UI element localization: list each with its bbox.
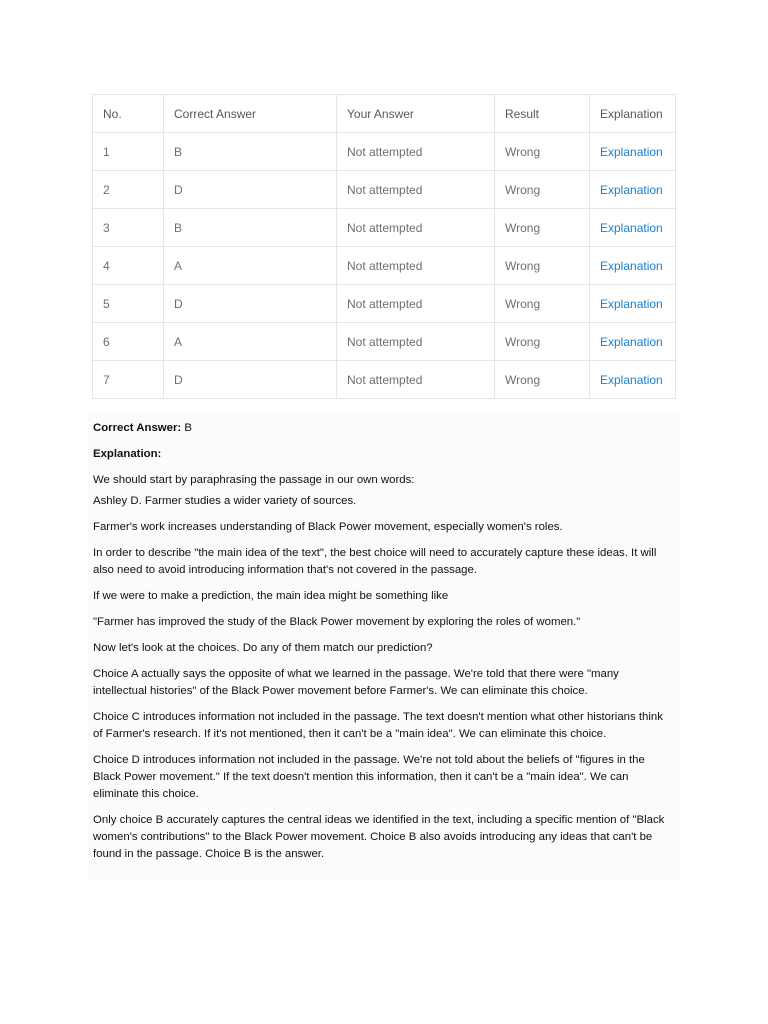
explanation-link[interactable]: Explanation — [600, 258, 663, 273]
explanation-paragraph: Choice C introduces information not included in the passage. The text doesn't mention what other historians think of Farmer's research. If it's not mentioned, then it can't be a "main idea". We can eliminate this choice. — [93, 711, 663, 740]
cell-explanation — [590, 171, 676, 209]
explanation-paragraph: "Farmer has improved the study of the Black Power movement by exploring the roles of women." — [93, 616, 581, 628]
explanation-panel — [87, 414, 679, 880]
explanation-link[interactable]: Explanation — [600, 144, 663, 159]
cell-your-answer: Not attempted — [337, 133, 495, 171]
explanation-paragraph: Farmer's work increases understanding of Black Power movement, especially women's roles. — [93, 521, 563, 533]
table-row — [93, 133, 676, 171]
table-row — [93, 209, 676, 247]
explanation-paragraph: Ashley D. Farmer studies a wider variety of sources. — [93, 495, 357, 507]
cell-result: Wrong — [495, 133, 590, 171]
explanation-link[interactable]: Explanation — [600, 372, 663, 387]
cell-result: Wrong — [495, 361, 590, 399]
cell-correct-answer: D — [164, 171, 337, 209]
cell-no: 2 — [93, 171, 164, 209]
cell-correct-answer: D — [164, 285, 337, 323]
cell-your-answer: Not attempted — [337, 171, 495, 209]
cell-result: Wrong — [495, 323, 590, 361]
cell-your-answer: Not attempted — [337, 361, 495, 399]
table-row — [93, 323, 676, 361]
explanation-link[interactable]: Explanation — [600, 220, 663, 235]
cell-your-answer: Not attempted — [337, 247, 495, 285]
correct-answer-value: B — [181, 422, 192, 434]
explanation-paragraph: Choice D introduces information not included in the passage. We're not told about the beliefs of "figures in the Black Power movement." If the text doesn't mention this information, then it can't be a "main idea". We can eliminate this choice. — [93, 754, 645, 800]
header-correct-answer: Correct Answer — [164, 95, 337, 133]
cell-explanation — [590, 285, 676, 323]
cell-correct-answer: B — [164, 209, 337, 247]
explanation-paragraph: Only choice B accurately captures the central ideas we identified in the text, including a specific mention of "Black women's contributions" to the Black Power movement. Choice B also avoids introducing any ideas that can't be found in the passage. Choice B is the answer. — [93, 814, 665, 860]
explanation-heading — [93, 446, 673, 463]
cell-your-answer: Not attempted — [337, 209, 495, 247]
header-result: Result — [495, 95, 590, 133]
cell-correct-answer: A — [164, 247, 337, 285]
table-row — [93, 171, 676, 209]
explanation-link[interactable]: Explanation — [600, 334, 663, 349]
cell-your-answer: Not attempted — [337, 323, 495, 361]
explanation-link[interactable]: Explanation — [600, 182, 663, 197]
table-row — [93, 285, 676, 323]
cell-no: 6 — [93, 323, 164, 361]
correct-answer-label: Correct Answer: — [93, 422, 182, 434]
cell-correct-answer: B — [164, 133, 337, 171]
table-header-row — [93, 95, 676, 133]
cell-result: Wrong — [495, 171, 590, 209]
cell-result: Wrong — [495, 285, 590, 323]
cell-correct-answer: A — [164, 323, 337, 361]
explanation-paragraph: In order to describe "the main idea of the text", the best choice will need to accurately capture these ideas. It will also need to avoid introducing information that's not covered in the passage. — [93, 547, 657, 576]
cell-result: Wrong — [495, 209, 590, 247]
cell-no: 7 — [93, 361, 164, 399]
cell-no: 1 — [93, 133, 164, 171]
cell-your-answer: Not attempted — [337, 285, 495, 323]
correct-answer-line — [93, 420, 673, 437]
explanation-label: Explanation: — [93, 448, 162, 460]
cell-explanation — [590, 323, 676, 361]
cell-explanation — [590, 209, 676, 247]
table-row — [93, 247, 676, 285]
cell-explanation — [590, 133, 676, 171]
explanation-paragraph: Now let's look at the choices. Do any of them match our prediction? — [93, 642, 433, 654]
cell-no: 5 — [93, 285, 164, 323]
cell-explanation — [590, 361, 676, 399]
cell-explanation — [590, 247, 676, 285]
table-row — [93, 361, 676, 399]
cell-no: 3 — [93, 209, 164, 247]
cell-result: Wrong — [495, 247, 590, 285]
explanation-link[interactable]: Explanation — [600, 296, 663, 311]
explanation-paragraph: We should start by paraphrasing the passage in our own words: — [93, 474, 415, 486]
header-your-answer: Your Answer — [337, 95, 495, 133]
header-no: No. — [93, 95, 164, 133]
header-explanation: Explanation — [590, 95, 676, 133]
results-table — [92, 94, 676, 399]
cell-correct-answer: D — [164, 361, 337, 399]
cell-no: 4 — [93, 247, 164, 285]
explanation-paragraph: Choice A actually says the opposite of what we learned in the passage. We're told that there were "many intellectual histories" of the Black Power movement before Farmer's. We can eliminate this choice. — [93, 668, 619, 697]
explanation-paragraph: If we were to make a prediction, the main idea might be something like — [93, 590, 449, 602]
